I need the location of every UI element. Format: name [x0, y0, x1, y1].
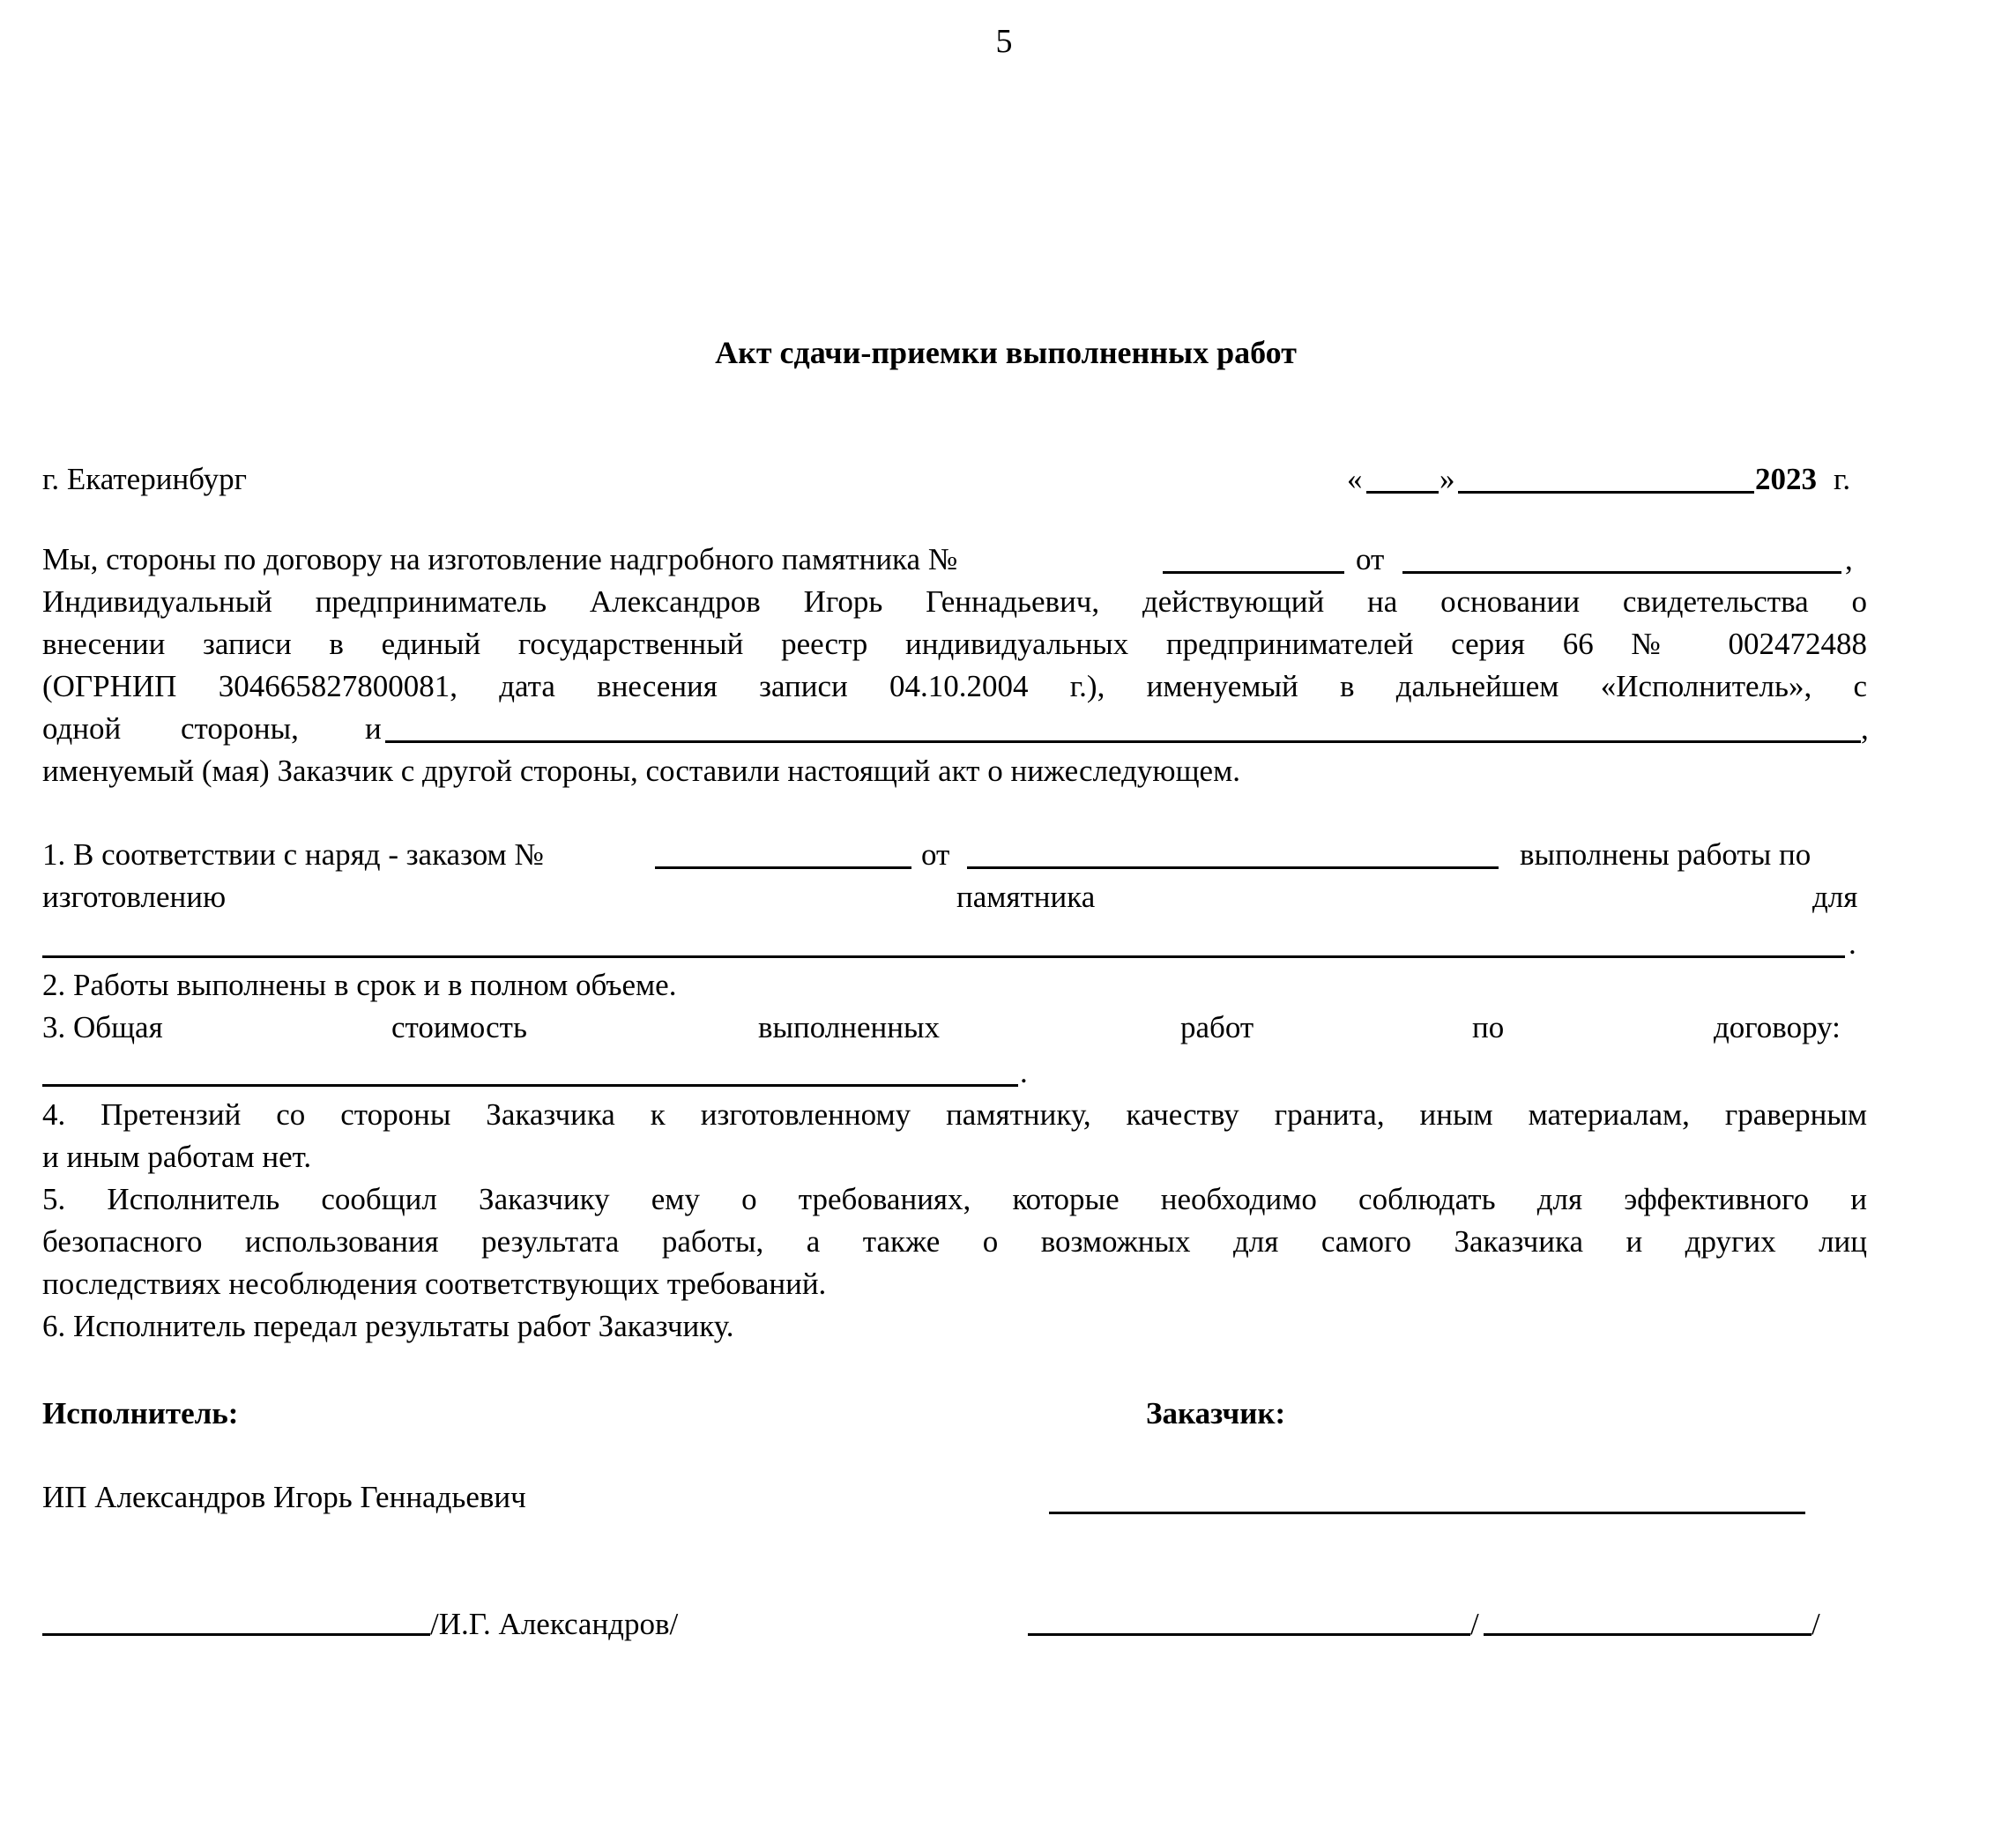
- item-4-line-1: 4. Претензий со стороны Заказчика к изготовленному памятнику, качеству гранита, иным материалам, граверным: [42, 1097, 1867, 1132]
- date-month-blank[interactable]: [1458, 491, 1754, 494]
- date-open-quote: «: [1347, 462, 1363, 496]
- item-2: 2. Работы выполнены в срок и в полном объеме.: [42, 968, 677, 1002]
- order-number-blank[interactable]: [655, 866, 911, 869]
- contractor-signature-blank[interactable]: [42, 1633, 430, 1636]
- item-6: 6. Исполнитель передал результаты работ Заказчику.: [42, 1309, 734, 1343]
- preamble-line-3: внесении записи в единый государственный реестр индивидуальных предпринимателей серия 66 № 002472488: [42, 627, 1867, 661]
- preamble-line-6: именуемый (мая) Заказчик с другой стороны, составили настоящий акт о нижеследующем.: [42, 754, 1240, 788]
- customer-name-blank[interactable]: [385, 740, 1861, 743]
- item-1-prefix: 1. В соответствии с наряд - заказом №: [42, 837, 544, 872]
- contract-date-blank[interactable]: [1402, 571, 1841, 574]
- item-4-line-2: и иным работам нет.: [42, 1140, 312, 1174]
- preamble-line-1: Мы, стороны по договору на изготовление надгробного памятника №: [42, 542, 958, 576]
- contractor-heading: Исполнитель:: [42, 1396, 239, 1431]
- item-3-end: .: [1020, 1055, 1028, 1089]
- preamble-word-and: и: [365, 711, 382, 746]
- preamble-word-one: одной: [42, 711, 122, 746]
- order-date-blank[interactable]: [967, 866, 1499, 869]
- item-5-line-3: последствиях несоблюдения соответствующих требований.: [42, 1267, 827, 1301]
- customer-heading: Заказчик:: [1146, 1396, 1286, 1431]
- item-1-from: от: [921, 837, 950, 872]
- total-cost-blank[interactable]: [42, 1084, 1018, 1087]
- monument-for-blank[interactable]: [42, 955, 1845, 958]
- preamble-comma: ,: [1845, 542, 1853, 576]
- item-3-word-4: работ: [1180, 1010, 1254, 1044]
- item-5-line-1: 5. Исполнитель сообщил Заказчику ему о требованиях, которые необходимо соблюдать для эффективного и: [42, 1182, 1867, 1216]
- item-3-word-6: договору:: [1714, 1010, 1841, 1044]
- preamble-word-side: стороны,: [181, 711, 299, 746]
- date-day-blank[interactable]: [1366, 491, 1439, 494]
- item-3-word-2: стоимость: [391, 1010, 527, 1044]
- item-1-word-monument: памятника: [956, 880, 1096, 914]
- item-1-word-for: для: [1812, 880, 1858, 914]
- item-5-line-2: безопасного использования результата работы, а также о возможных для самого Заказчика и других лиц: [42, 1224, 1867, 1259]
- customer-name-signature-blank[interactable]: [1049, 1512, 1805, 1514]
- contractor-name: ИП Александров Игорь Геннадьевич: [42, 1480, 526, 1514]
- preamble-line-2: Индивидуальный предприниматель Александров Игорь Геннадьевич, действующий на основании свидетельства о: [42, 584, 1867, 619]
- date-close-quote: »: [1439, 462, 1455, 496]
- item-3-word-3: выполненных: [758, 1010, 941, 1044]
- preamble-from: от: [1356, 542, 1385, 576]
- customer-signature-blank[interactable]: [1028, 1633, 1470, 1636]
- item-3-word-1: 3. Общая: [42, 1010, 163, 1044]
- contract-number-blank[interactable]: [1163, 571, 1344, 574]
- preamble-line5-comma: ,: [1861, 711, 1869, 746]
- customer-slash-mid: /: [1470, 1607, 1479, 1641]
- customer-initials-blank[interactable]: [1484, 1633, 1811, 1636]
- item-1-suffix: выполнены работы по: [1520, 837, 1811, 872]
- page-number: 5: [995, 23, 1013, 60]
- item-1-end: .: [1849, 926, 1856, 961]
- preamble-line-4: (ОГРНИП 304665827800081, дата внесения записи 04.10.2004 г.), именуемый в дальнейшем «Исполнитель», с: [42, 669, 1867, 703]
- document-title: Акт сдачи-приемки выполненных работ: [715, 335, 1297, 370]
- city: г. Екатеринбург: [42, 462, 248, 496]
- customer-slash-end: /: [1811, 1607, 1820, 1641]
- item-1-word-manufacture: изготовлению: [42, 880, 227, 914]
- contractor-signature-name: /И.Г. Александров/: [430, 1607, 679, 1641]
- date-year-suffix: г.: [1834, 462, 1851, 496]
- date-year: 2023: [1755, 462, 1817, 496]
- item-3-word-5: по: [1472, 1010, 1505, 1044]
